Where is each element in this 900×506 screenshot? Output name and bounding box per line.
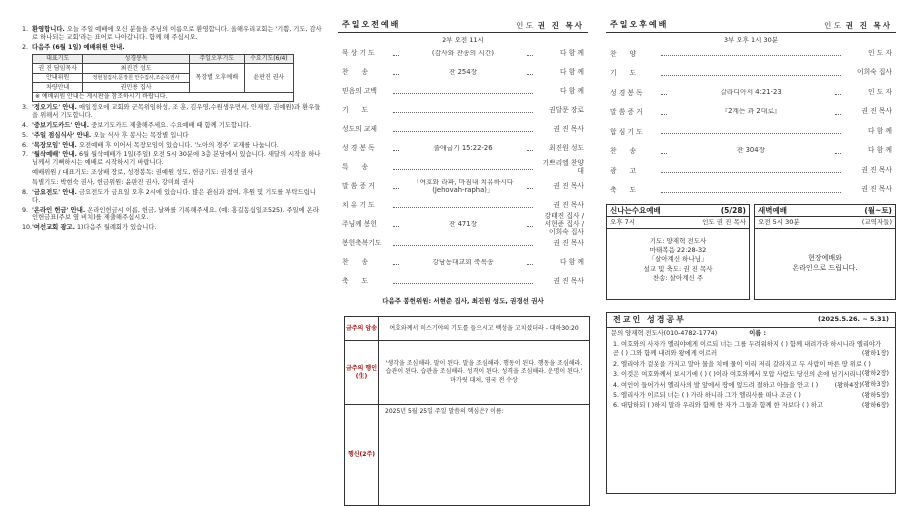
item-text: 매일정오에 교회와 군목위임하성, 조 훈, 김우영,수원생우먼서, 안재영, 권예원)과 환우들을 위해서 기도합니다.	[32, 104, 321, 119]
afternoon-title: 주일오후예배	[610, 20, 669, 29]
leader-label: 인 도	[824, 20, 842, 30]
leader-dots	[661, 71, 841, 76]
order-row	[610, 122, 892, 142]
duty-cell: 권 진 담임목사	[33, 64, 83, 74]
question-source: (왕하4장)	[834, 381, 862, 389]
morning-title: 주일오전예배	[342, 20, 401, 29]
practice-source: 마가릿 대처, 영국 전 수상	[450, 377, 518, 385]
afternoon-service	[606, 18, 896, 200]
leader-dots	[527, 146, 533, 151]
item-body	[32, 169, 322, 177]
wed-line: 마태복음 22:28-32	[649, 245, 707, 254]
announcement-item	[22, 224, 322, 232]
order-row	[342, 272, 584, 291]
duty-note: ※ 예배위원 안내는 게시판을 참조하시기 바랍니다.	[33, 92, 294, 102]
question-source: (왕하1장)	[861, 350, 889, 358]
announcement-item	[22, 207, 322, 223]
leader-dots	[393, 70, 399, 75]
order-row	[342, 211, 587, 236]
announcement-item	[22, 169, 322, 177]
study-question	[613, 401, 889, 410]
order-person: 권 진 목사	[861, 185, 892, 194]
order-content: 찬 304장	[736, 147, 766, 155]
item-title: 환영합니다.	[32, 26, 65, 33]
leader-dots	[393, 127, 533, 132]
order-label: 주님께 봉헌	[342, 220, 377, 229]
item-title: '목장모임' 안내.	[32, 141, 77, 149]
dawn-date: (월~토)	[864, 206, 892, 215]
leader-dots	[661, 129, 841, 134]
announcement-item	[22, 122, 322, 130]
order-person: 다 함 께	[559, 67, 584, 76]
weekly-table	[344, 316, 590, 506]
item-text: 오늘 주일 예배에 오신 분들을 주님의 이름으로 환영합니다. 올해우리교회는 '기쁨, 기도, 감사로 하나되는 교회'라는 표어로 나아갑니다. 함께 해 주십시오.	[32, 26, 322, 41]
order-label: 광 고	[610, 166, 637, 175]
order-label: 찬 송	[342, 68, 369, 77]
leader-dots	[661, 110, 667, 115]
announcement-list	[22, 26, 322, 234]
item-title: '중보기도카드' 안내.	[32, 121, 90, 129]
study-period: (2025.5.26. ~ 5.31)	[817, 315, 889, 323]
item-body	[32, 189, 322, 205]
announcement-item	[22, 132, 322, 140]
announcement-item	[22, 142, 322, 150]
order-label: 치 유 기 도	[342, 201, 375, 210]
order-row	[342, 177, 584, 196]
question-source: (왕하6장)	[861, 402, 889, 410]
morning-header	[338, 18, 588, 33]
order-row	[610, 181, 892, 201]
order-person: 권 진 목사	[553, 200, 584, 209]
item-text: 오늘 식사 후 봉사는 목장별 입니다	[93, 131, 189, 139]
wed-line: 찬송: 살아계신 주	[652, 274, 704, 283]
duty-cell: 차량안내	[33, 83, 83, 93]
item-text: 예배위원 / 대표기도: 조상배 장로, 성경봉독: 권예원 성도, 헌금기도: 권경선 권사	[32, 169, 254, 177]
question-source: (왕하2장)	[861, 370, 889, 378]
order-label: 찬 송	[610, 147, 637, 156]
order-label: 기 도	[610, 69, 637, 78]
leader-dots	[393, 51, 399, 56]
leader-name: 권 진 목사	[845, 20, 892, 30]
question-text: 6. 대답하되 ( )하지 말라 우리와 함께 한 자가 그들과 함께 한 자보다 ( ) 하고	[613, 402, 824, 410]
morning-service	[338, 18, 588, 340]
practice-text: '생각을 조심해라. 말이 된다. 말을 조심해라. 행동이 된다. 행동을 조심해라. 습관이 된다. 습관을 조심해라. 성격이 된다. 성격을 조심해라. 운명이 된다.'	[385, 360, 583, 375]
practice-label: 금주의 행인(生)	[345, 341, 379, 405]
order-row	[342, 63, 584, 82]
announcement-item	[22, 104, 322, 120]
item-text: 오전예배 후 이어서 목장모임이 있습니다. '노아의 경주' 교재를 나눕니다.	[78, 141, 279, 149]
item-number: 1.	[22, 26, 29, 33]
study-question	[613, 381, 889, 390]
leader-dots	[393, 184, 399, 189]
dawn-content	[755, 229, 895, 274]
quiz-label: 행신(2주)	[345, 405, 379, 506]
item-body	[32, 151, 322, 167]
announcement-list-2	[22, 104, 322, 232]
leader-dots	[661, 149, 667, 154]
order-person: 권 진 목사	[553, 124, 584, 133]
item-number: 5.	[22, 131, 29, 139]
order-row	[342, 139, 584, 158]
order-row	[610, 44, 892, 64]
order-row	[610, 83, 892, 103]
order-label: 봉헌축복기도	[342, 239, 382, 248]
order-content: 찬 471장	[448, 220, 478, 228]
duty-cell: 윤판진 권사	[244, 64, 293, 93]
leader-dots	[835, 90, 841, 95]
leader-dots	[393, 146, 399, 151]
item-number: 3.	[22, 104, 29, 112]
item-text: 1)다음주 월례회가 있습니다.	[77, 224, 157, 232]
leader-dots	[661, 188, 841, 193]
order-row	[342, 158, 584, 177]
item-number: 6.	[22, 141, 29, 149]
item-number: 8.	[22, 188, 29, 196]
quiz-text: 2025년 5월 25일 주일 말씀의 핵심은? 이름:	[379, 405, 590, 506]
item-number: 2.	[22, 43, 29, 51]
duty-table	[32, 54, 294, 103]
order-person: 이희숙 집사	[857, 68, 892, 77]
question-text: 3. 이것은 여호와께서 보시기에 ( ) ( )이라 여호와께서 모압 사람도 당신의 손에 넘기시리니	[613, 371, 862, 379]
order-row	[342, 234, 584, 253]
leader-dots	[661, 90, 667, 95]
morning-time: 2부 오전 11시	[442, 36, 484, 44]
study-question	[613, 340, 889, 359]
question-text: 1. 여호와의 사자가 엘리야에게 이르되 너는 그를 두려워하지 ( ) 함께 내려가라 하시니라 엘리야가 곧 ( ) 그와 함께 내려와 왕에게 이르러	[613, 340, 882, 358]
order-label: 말 씀 증 거	[342, 182, 375, 191]
announcement-item	[22, 179, 322, 187]
item-number: 7.	[22, 151, 29, 159]
order-row	[610, 161, 892, 181]
wed-leader: 인도 권 진 목사	[702, 218, 746, 227]
item-number: 9.	[22, 206, 29, 214]
wed-title: 신나는수요예배	[610, 206, 661, 215]
item-body	[32, 122, 322, 130]
wed-line: 「살아계신 하나님」	[648, 255, 708, 264]
leader-name: 권 진 목사	[537, 20, 584, 30]
item-title: 다음주 (6월 1일) 예배위원 안내.	[32, 43, 125, 51]
announcement-item	[22, 189, 322, 205]
order-content: 「여호와 라파, 마침내 치유하시다 (Jehovah-rapha)」	[412, 178, 514, 194]
leader-dots	[835, 149, 841, 154]
dawn-box	[754, 204, 896, 300]
leader-dots	[527, 70, 533, 75]
memory-verse: 여호와께서 히스기야의 기도를 들으시고 백성을 고치셨더라 - 대하30:20	[379, 317, 590, 341]
item-title: '온라인 헌금' 안내.	[32, 206, 86, 214]
study-title: 전교인 성경공부	[613, 315, 686, 324]
leader-dots	[527, 51, 533, 56]
wed-time: 오후 7시	[610, 218, 636, 227]
duty-cell: 주일오후기도	[189, 54, 244, 64]
order-label: 기 도	[342, 106, 369, 115]
duty-cell: 대표기도	[33, 54, 83, 64]
wed-line: 설교 및 축도: 권 진 목사	[643, 264, 713, 273]
order-label: 축 도	[342, 277, 369, 286]
item-body	[32, 207, 322, 223]
item-text: 중보기도카드 제출해주세요. 수요예배 때 함께 기도합니다.	[91, 121, 252, 129]
leader-label: 인 도	[516, 20, 534, 30]
item-number: 4.	[22, 121, 29, 129]
leader-dots	[661, 51, 841, 56]
wed-line: 기도: 양재혁 전도사	[649, 236, 707, 245]
order-content: (감사와 찬송의 시간)	[431, 49, 495, 57]
order-person: 권 진 목사	[861, 107, 892, 116]
item-body	[32, 104, 322, 120]
duty-cell: 정현철집사,문장원 안수집사,조순옥권사	[83, 73, 189, 83]
dawn-title: 새벽예배	[758, 206, 787, 215]
announcements-column	[0, 0, 336, 506]
order-person: 다 함 께	[867, 146, 892, 155]
order-content: 『2계는 과 2대로』	[721, 108, 781, 116]
afternoon-time: 3부 오후 1시 30분	[723, 36, 779, 44]
order-person: 다 함 께	[559, 257, 584, 266]
order-label: 찬 송	[342, 258, 369, 267]
leader-dots	[527, 222, 533, 227]
question-source: (왕하3장)	[861, 380, 889, 388]
order-person: 인 도 자	[867, 48, 892, 57]
item-number	[22, 169, 32, 177]
leader-dots	[393, 241, 533, 246]
leader-dots	[393, 165, 533, 170]
announcement-item	[22, 151, 322, 167]
duty-cell: 최진건 성도	[83, 64, 189, 74]
announcement-item	[22, 26, 322, 42]
order-person: 권 진 목사	[861, 165, 892, 174]
order-person: 권달문 장로	[549, 105, 584, 114]
afternoon-order	[606, 44, 896, 200]
order-content: 갈라디아서 4:21-23	[720, 88, 782, 96]
item-text: 특별기도: 박현숙 권사, 헌금위원: 윤판진 권사, 강미희 권사	[32, 178, 195, 186]
next-offering: 다음주 봉헌위원: 서현준 집사, 최진원 성도, 권경선 권사	[382, 297, 544, 306]
duty-cell: 수요기도(6/4)	[244, 54, 293, 64]
item-title: '월삭예배' 안내.	[32, 151, 77, 159]
item-body	[32, 179, 322, 187]
order-row	[342, 44, 584, 63]
leader-dots	[393, 203, 533, 208]
order-content: 강남동대교회 축복송	[432, 258, 494, 266]
question-text: 4. 여인이 들어가서 엘리사의 발 앞에서 땅에 엎드려 절하고 아들을 안고 ( )	[613, 381, 819, 389]
study-name-label: 이름 :	[749, 330, 767, 337]
order-label: 말 씀 증 거	[610, 108, 643, 117]
dawn-time: 오전 5시 30분	[758, 218, 800, 227]
afternoon-header	[606, 18, 896, 33]
bible-study-box	[606, 312, 896, 494]
wed-date: (5/28)	[720, 206, 746, 215]
item-text: 온라인헌금시 이름, 헌금, 날짜를 기록해주세요. (예: 홍길동십일조525). 주일에 온라인헌금표(주보 옆 비치)를 제출해주십시오.	[32, 206, 319, 222]
leader-dots	[393, 260, 399, 265]
order-person: 권 진 목사	[553, 181, 584, 190]
leader-dots	[661, 168, 841, 173]
morning-column	[336, 0, 596, 506]
leader-dots	[393, 89, 533, 94]
leader-dots	[527, 184, 533, 189]
order-person: 다 함 께	[559, 48, 584, 57]
order-row	[610, 64, 892, 84]
wed-content	[607, 229, 749, 284]
duty-cell: 안내위원	[33, 73, 83, 83]
order-label: 축 도	[610, 186, 637, 195]
item-body	[32, 132, 322, 140]
duty-cell: 성경봉독	[83, 54, 189, 64]
leader-dots	[393, 222, 399, 227]
leader-dots	[527, 260, 533, 265]
item-number	[22, 179, 32, 187]
order-row	[342, 101, 584, 120]
order-label: 묵 상 기 도	[342, 49, 375, 58]
item-title: '주일 점심식사' 안내.	[32, 131, 92, 139]
question-source: (왕하5장)	[861, 392, 889, 400]
order-label: 특 송	[342, 163, 369, 172]
item-text: 금요전도가 금요일 오후 2시에 있습니다. 많은 관심과 참여, 후원 및 기도를 부탁드립니다.	[32, 188, 316, 204]
leader-dots	[835, 110, 841, 115]
order-row	[610, 142, 892, 162]
order-label: 믿음의 고백	[342, 87, 377, 96]
order-person: 최진원 성도	[549, 143, 584, 152]
question-text: 5. 엘리사가 이르되 너는 ( ) 가라 하니라 그가 엘리사를 떠나 조금 ( )	[613, 392, 801, 400]
order-person: 권 진 목사	[553, 238, 584, 247]
dawn-line: 현장예배와	[808, 253, 842, 262]
dawn-target: (교역자들)	[861, 218, 892, 227]
order-person: 다 함 께	[867, 126, 892, 135]
duty-cell: 목장별 오후예배	[189, 64, 244, 93]
item-number: 10.	[22, 224, 33, 232]
item-title: '금요전도' 안내.	[32, 188, 77, 196]
order-row	[342, 253, 584, 272]
morning-order	[338, 44, 588, 291]
order-label: 찬 양	[610, 49, 637, 58]
study-questions	[607, 340, 895, 411]
order-label: 합 심 기 도	[610, 127, 643, 136]
order-person: 다 함 께	[559, 86, 584, 95]
order-label: 성도의 교제	[342, 125, 377, 134]
question-text: 2. 엘리야가 겉옷을 가지고 말아 물을 치매 물이 이리 저리 갈라지고 두 사람이 마른 땅 위로 ( )	[613, 360, 871, 368]
order-person: 강태진 집사 / 서현준 집사 / 이희숙 집사	[544, 211, 587, 236]
order-person: 기쁘리엘 찬양대	[542, 158, 584, 175]
order-row	[342, 82, 584, 101]
afternoon-column	[598, 0, 900, 506]
order-person: 권 진 목사	[553, 276, 584, 285]
announcement-item	[22, 44, 322, 52]
item-title: '정오기도' 안내.	[32, 104, 77, 112]
order-content: 찬 254장	[448, 68, 478, 76]
item-body	[32, 224, 322, 232]
item-title: '여선교회 광고.	[32, 224, 76, 232]
order-label: 성 경 봉 독	[342, 144, 375, 153]
study-contact: 문의 양재혁 전도사(010-4782-1774)	[611, 330, 718, 337]
leader-dots	[393, 108, 533, 113]
item-text: 6월 월삭예배가 1일(주일) 오전 5시 30분에 3층 본당에서 있습니다. 새달의 시작을 하나님께서 기뻐하시는 예배로 시작하시기 바랍니다.	[32, 151, 321, 167]
dawn-line: 온라인으로 드립니다.	[792, 264, 858, 272]
wednesday-box	[606, 204, 750, 300]
order-content: 출애굽기 15:22-26	[433, 144, 493, 152]
order-row	[342, 120, 584, 139]
order-label: 성 경 봉 독	[610, 88, 643, 97]
order-person: 인 도 자	[867, 87, 892, 96]
leader-dots	[393, 279, 533, 284]
item-body	[32, 142, 322, 150]
memory-verse-label: 금주의 암송	[345, 317, 379, 341]
duty-cell: 권민용 집사	[83, 83, 189, 93]
study-question	[613, 391, 889, 400]
order-row	[610, 103, 892, 123]
